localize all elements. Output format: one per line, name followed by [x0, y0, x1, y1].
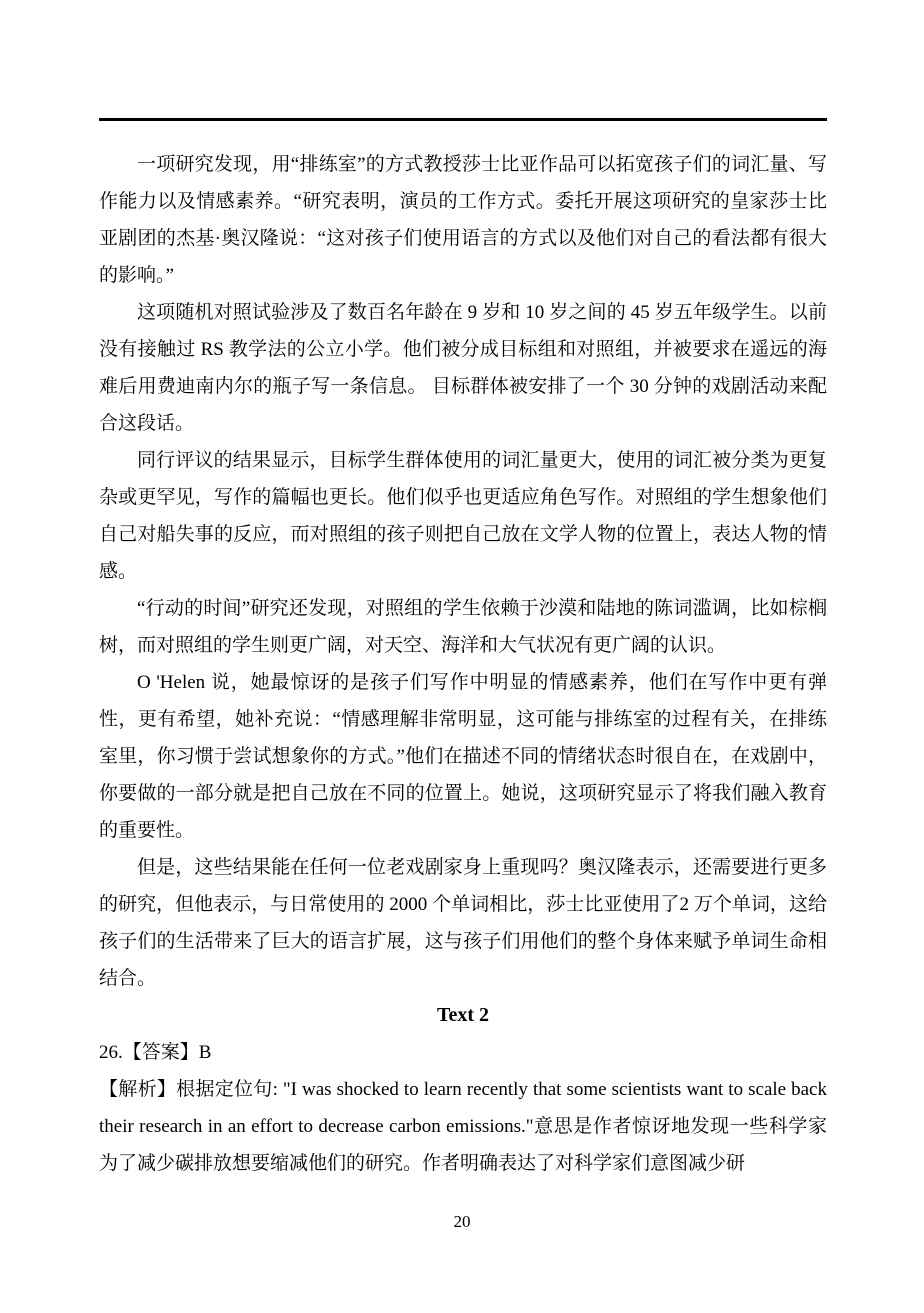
- document-body: [99, 146, 827, 1182]
- section-heading: Text 2: [436, 1004, 490, 1026]
- body-paragraph: 一项研究发现，用“排练室”的方式教授莎士比亚作品可以拓宽孩子们的词汇量、写作能力以及情感素养。“研究表明，演员的工作方式。委托开展这项研究的皇家莎士比亚剧团的杰基·奥汉隆说：“这对孩子们使用语言的方式以及他们对自己的看法都有很大的影响。”: [99, 154, 827, 286]
- body-paragraph: 但是，这些结果能在任何一位老戏剧家身上重现吗？奥汉隆表示，还需要进行更多的研究，但他表示，与日常使用的 2000 个单词相比，莎士比亚使用了2 万个单词，这给孩子们的生活带来了巨大的语言扩展，这与孩子们用他们的整个身体来赋予单词生命相结合。: [99, 857, 827, 989]
- page-number: 20: [453, 1212, 471, 1231]
- body-paragraph: O 'Helen 说，她最惊讶的是孩子们写作中明显的情感素养，他们在写作中更有弹性，更有希望，她补充说：“情感理解非常明显，这可能与排练室的过程有关，在排练室里，你习惯于尝试想象你的方式。”他们在描述不同的情绪状态时很自在，在戏剧中，你要做的一部分就是把自己放在不同的位置上。她说，这项研究显示了将我们融入教育的重要性。: [99, 672, 827, 841]
- answer-line: 26.【答案】B: [99, 1042, 212, 1063]
- body-paragraph: 同行评议的结果显示，目标学生群体使用的词汇量更大，使用的词汇被分类为更复杂或更罕见，写作的篇幅也更长。他们似乎也更适应角色写作。对照组的学生想象他们自己对船失事的反应，而对照组的孩子则把自己放在文学人物的位置上，表达人物的情感。: [99, 450, 827, 582]
- header-divider: [99, 118, 827, 121]
- analysis-paragraph: 【解析】根据定位句: "I was shocked to learn recently that some scientists want to scale back their research in an effort to decrease carbon emissions."意思是作者惊讶地发现一些科学家为了减少碳排放想要缩减他们的研究。作者明确表达了对科学家们意图减少研: [99, 1079, 827, 1174]
- body-paragraph: 这项随机对照试验涉及了数百名年龄在 9 岁和 10 岁之间的 45 岁五年级学生。以前没有接触过 RS 教学法的公立小学。他们被分成目标组和对照组，并被要求在遥远的海难后用费迪南内尔的瓶子写一条信息。 目标群体被安排了一个 30 分钟的戏剧活动来配合这段话。: [99, 302, 827, 434]
- body-paragraph: “行动的时间”研究还发现，对照组的学生依赖于沙漠和陆地的陈词滥调，比如棕榈树，而对照组的学生则更广阔，对天空、海洋和大气状况有更广阔的认识。: [99, 598, 827, 656]
